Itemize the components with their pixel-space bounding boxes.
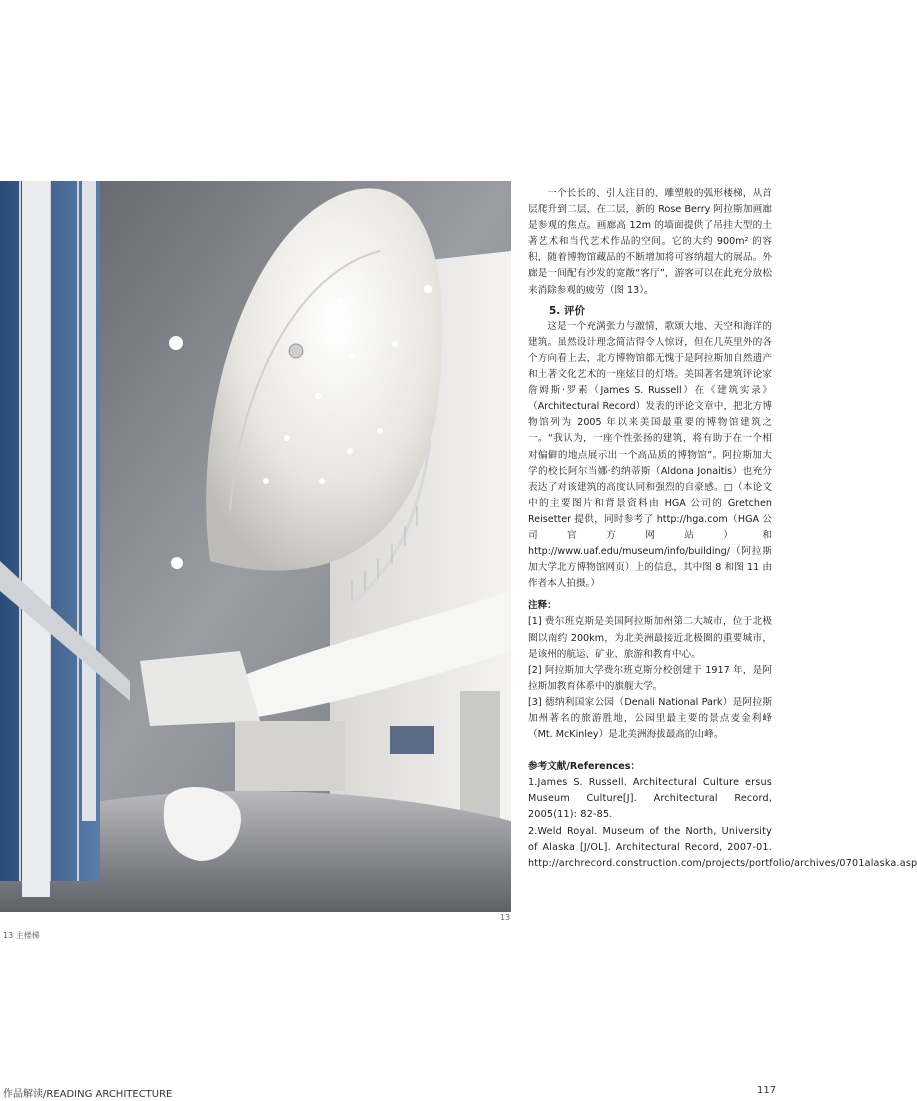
body-paragraph: 一个长长的、引人注目的、雕塑般的弧形楼梯，从首层爬升到二层，在二层，新的 Rose Berry 阿拉斯加画廊是参观的焦点。画廊高 12m 的墙面提供了吊挂大型的土著艺术和当代艺术作品的空间。它的大约 900m² 的容积，随着博物馆藏品的不断增加将可容纳超大的展品。外廊是一间配有沙发的宽敞“客厅”，游客可以在此充分放松来消除参观的疲劳（图 13）。 xyxy=(528,188,772,296)
article-column xyxy=(528,186,917,872)
figure-caption: 13 主楼梯 xyxy=(3,931,40,940)
footer-section-label: 作品解读/READING ARCHITECTURE xyxy=(3,1089,173,1100)
figure-number: 13 xyxy=(500,913,511,922)
notes-heading: 注释： xyxy=(528,600,557,612)
body-paragraph: 这是一个充满张力与激情，歌颂大地、天空和海洋的建筑。虽然设计理念简洁得令人惊讶，但在几英里外的各个方向看上去，北方博物馆都无愧于是阿拉斯加自然遗产和土著文化艺术的一座炫目的灯塔。美国著名建筑评论家詹姆斯·罗素（James S. Russell）在《建筑实录》（Architectural Record）发表的评论文章中，把北方博物馆列为 2005 年以来美国最重要的博物馆建筑之一。“我认为，一座个性张扬的建筑，将有助于在一个相对偏僻的地点展示出一个高品质的博物馆”。阿拉斯加大学的校长阿尔当娜·约纳蒂斯（Aldona Jonaitis）也充分表达了对该建筑的高度认同和强烈的自豪感。□（本论文中的主要图片和背景资料由 HGA 公司的 Gretchen Reisetter 提供，同时参考了 http://hga.com（HGA 公司官方网站）和 http://www.uaf.edu/museum/info/building/（阿拉斯加大学北方博物馆网页）上的信息，其中图 8 和图 11 由作者本人拍摄。） xyxy=(528,320,772,590)
reference-item: 1.James S. Russell. Architectural Culture ersus Museum Culture[J]. Architectural Record, 2005(11): 82-85. xyxy=(528,777,772,821)
references-heading: 参考文献/References： xyxy=(528,761,641,773)
stair-photo xyxy=(0,181,511,912)
reference-item: 2.Weld Royal. Museum of the North, University of Alaska [J/OL]. Architectural Record, 2007-01. http://archrecord.construction.com/projects/portfolio/archives/0701alaska.asp xyxy=(528,825,917,869)
page-number: 117 xyxy=(757,1085,777,1096)
note-item: [3] 德纳利国家公园（Denali National Park）是阿拉斯加州著名的旅游胜地，公园里最主要的景点麦金利峰（Mt. McKinley）是北美洲海拔最高的山峰。 xyxy=(528,696,772,741)
note-item: [2] 阿拉斯加大学费尔班克斯分校创建于 1917 年，是阿拉斯加教育体系中的旗舰大学。 xyxy=(528,664,772,692)
note-item: [1] 费尔班克斯是美国阿拉斯加州第二大城市，位于北极圈以南约 200km，为北美洲最接近北极圈的重要城市，是该州的航运、矿业、旅游和教育中心。 xyxy=(528,616,772,660)
section-heading: 5. 评价 xyxy=(549,304,585,317)
